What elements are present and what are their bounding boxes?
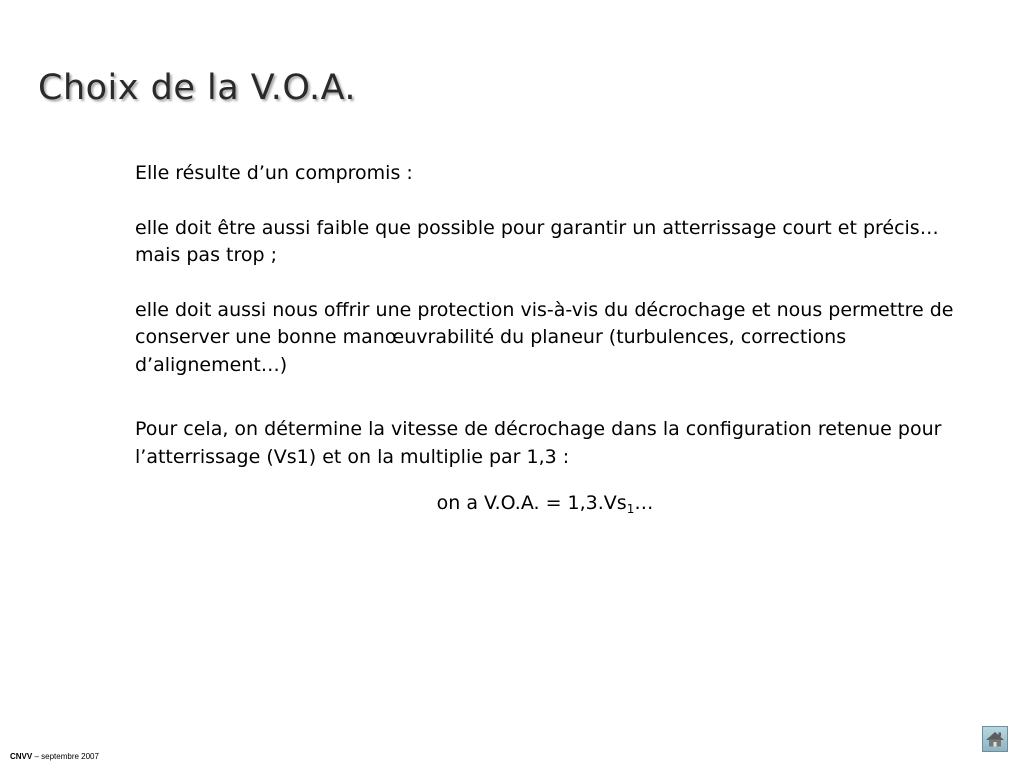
footer-organization: CNVV: [10, 752, 33, 761]
home-button[interactable]: [982, 726, 1008, 752]
method-paragraph: Pour cela, on détermine la vitesse de décrochage dans la configuration retenue pour l’atterrissage (Vs1) et on la multiplie par 1,3 :: [135, 418, 942, 468]
slide-body: [135, 160, 985, 518]
formula-ellipsis: …: [634, 492, 654, 514]
formula-subscript: 1: [626, 502, 635, 516]
footer-separator: –: [32, 752, 42, 761]
voa-formula: [135, 490, 985, 518]
footer-date: septembre 2007: [41, 752, 99, 761]
intro-paragraph: Elle résulte d’un compromis :: [135, 162, 413, 184]
formula-main: on a V.O.A. = 1,3.Vs: [436, 492, 627, 514]
footer-credit: [10, 752, 99, 762]
home-icon: [983, 727, 1007, 751]
slide-title: Choix de la V.O.A.: [38, 68, 357, 108]
constraint-paragraph-low-speed: elle doit être aussi faible que possible pour garantir un atterrissage court et précis… mais pas trop ;: [135, 216, 939, 266]
constraint-paragraph-protection: elle doit aussi nous offrir une protection vis-à-vis du décrochage et nous permettre de conserver une bonne manœuvrabilité du planeur (turbulences, corrections d’alignement…): [135, 298, 954, 376]
